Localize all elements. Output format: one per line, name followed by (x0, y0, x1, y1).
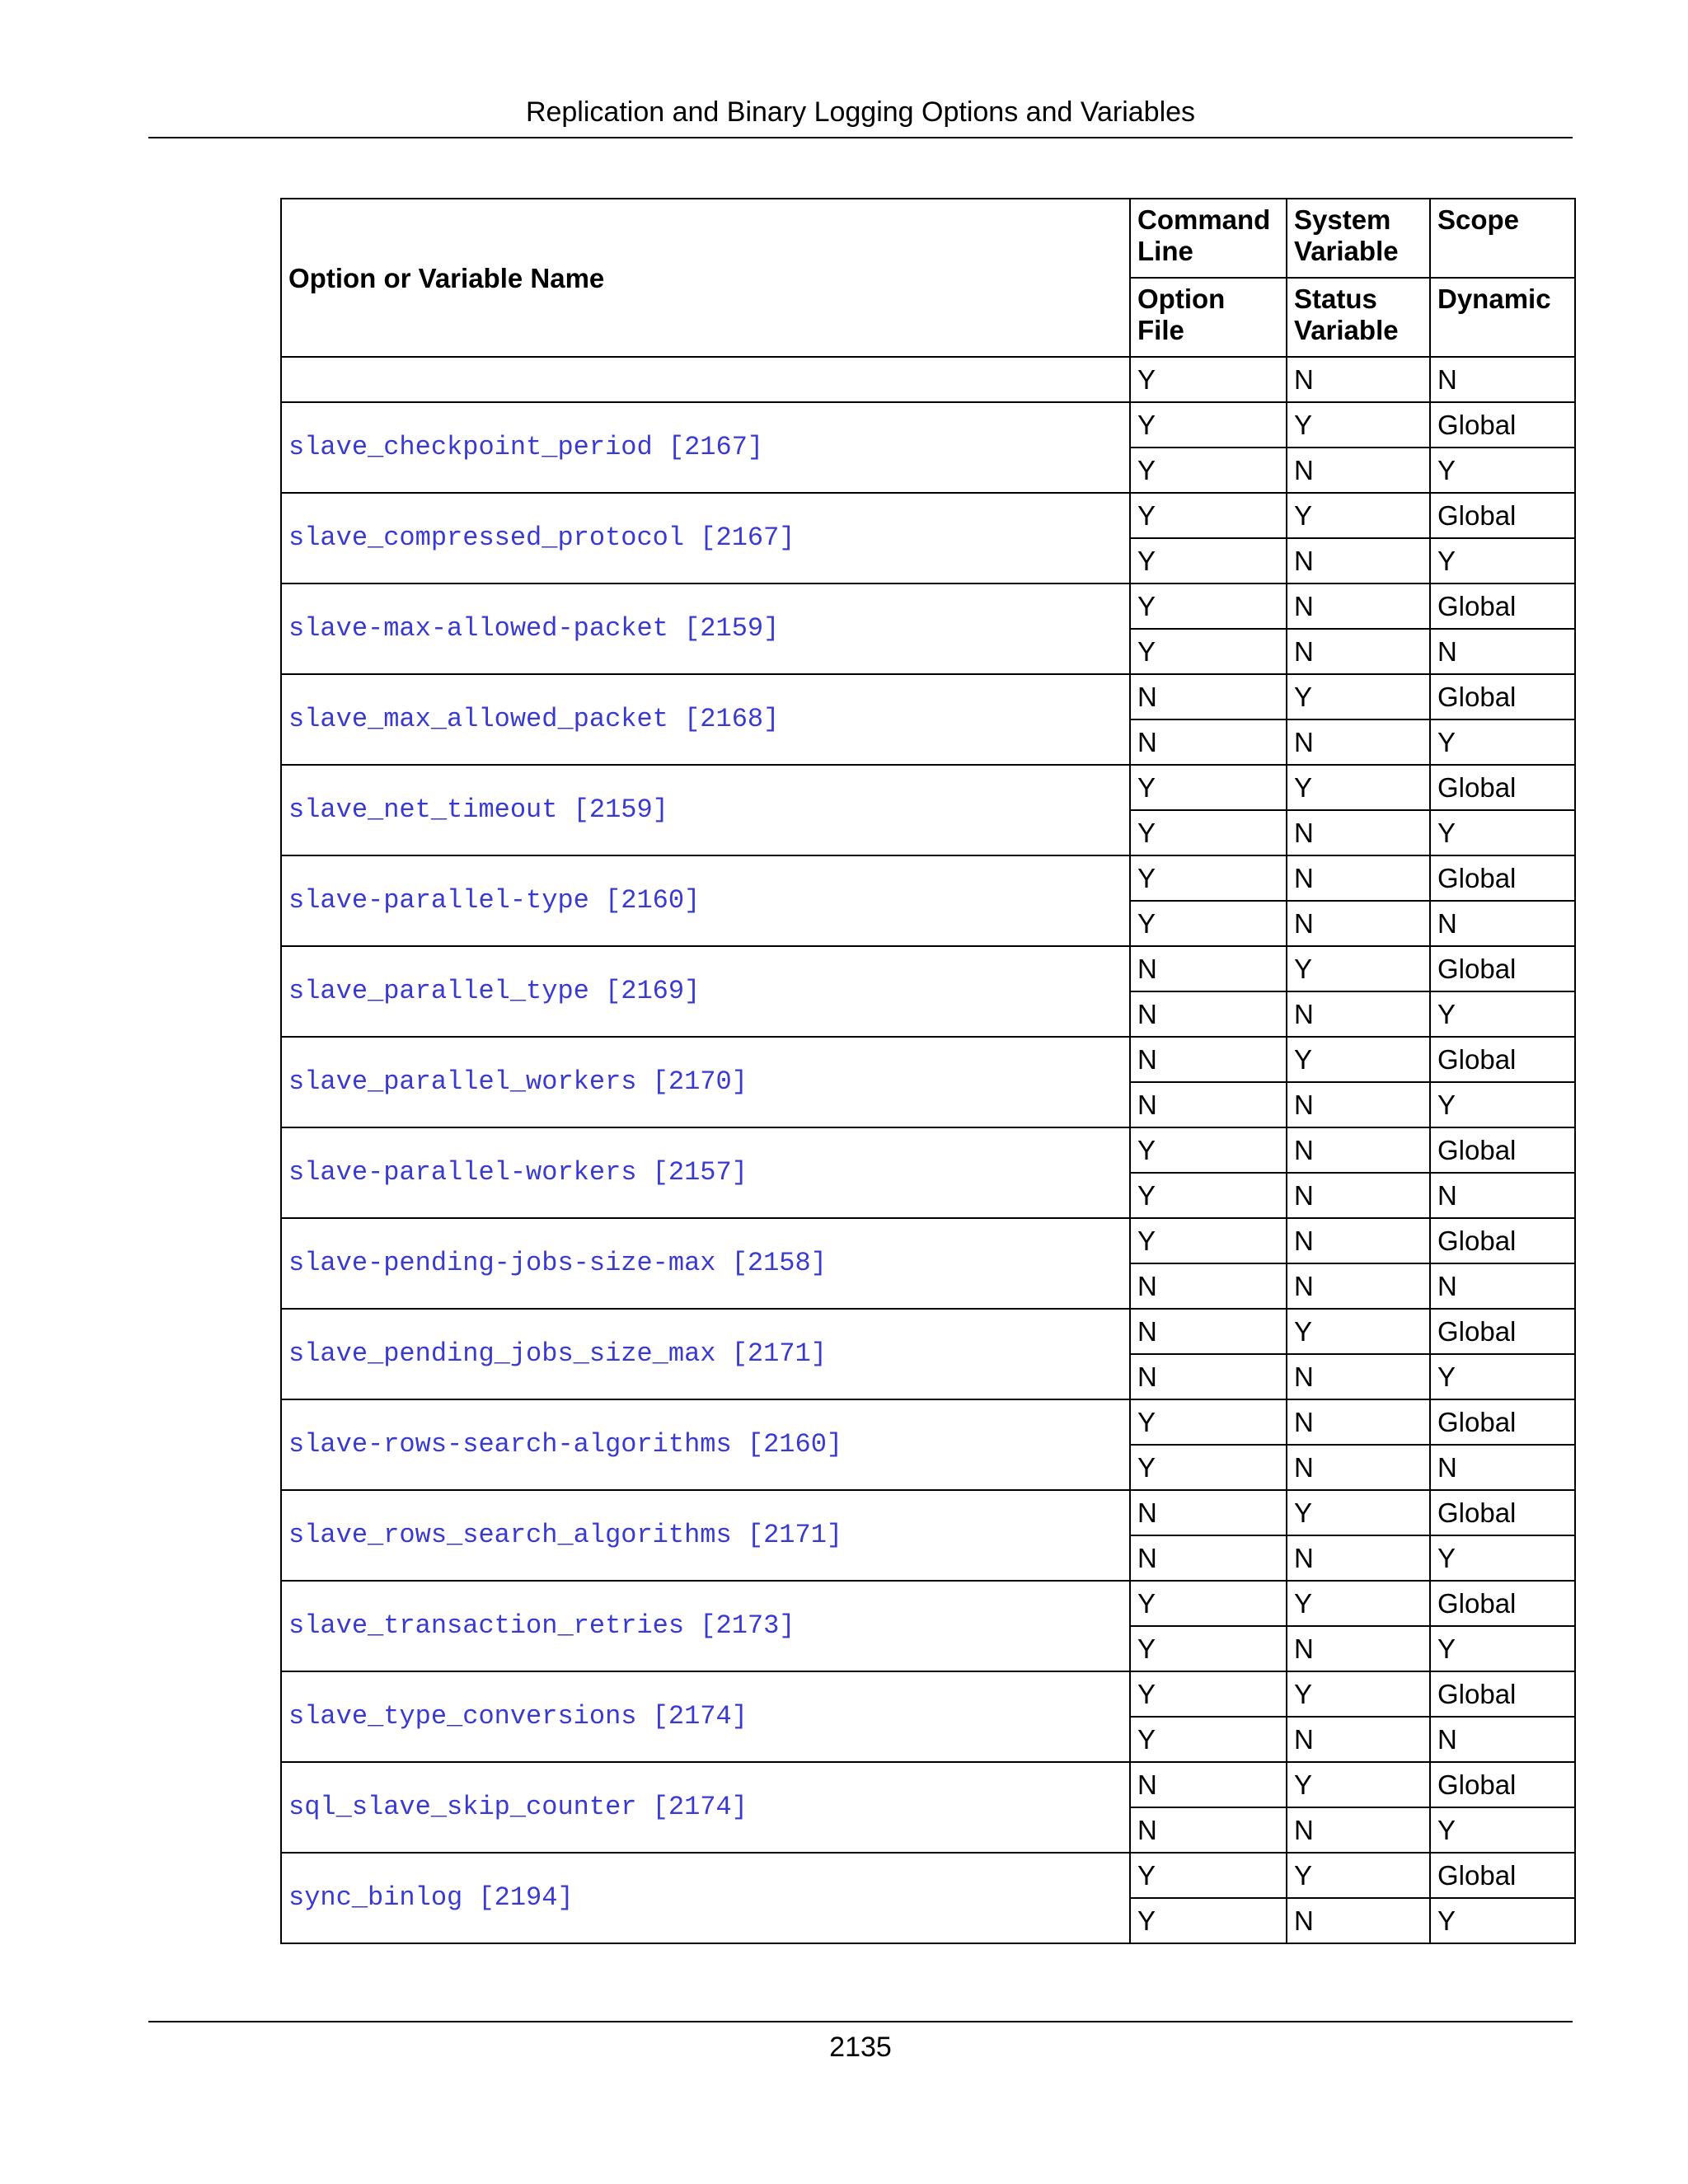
scope-value: Global (1430, 1127, 1575, 1173)
system-variable-value: Y (1287, 1581, 1430, 1626)
column-header-system-variable: System Variable (1287, 199, 1430, 278)
dynamic-value: Y (1430, 1898, 1575, 1943)
command-line-value: N (1130, 674, 1287, 719)
system-variable-value: Y (1287, 674, 1430, 719)
command-line-value: Y (1130, 1399, 1287, 1445)
table-row (281, 1671, 1575, 1717)
status-variable-value: N (1287, 1445, 1430, 1490)
table-row (281, 1399, 1575, 1445)
table-row (281, 1218, 1575, 1263)
option-name-link[interactable]: slave_compressed_protocol [2167] (281, 493, 1130, 583)
option-name-link[interactable]: slave_parallel_workers [2170] (281, 1037, 1130, 1127)
scope-value: Global (1430, 1671, 1575, 1717)
scope-value: Global (1430, 493, 1575, 538)
dynamic-value: Y (1430, 1535, 1575, 1581)
system-variable-value: N (1287, 1399, 1430, 1445)
option-name-link[interactable]: sync_binlog [2194] (281, 1853, 1130, 1943)
status-variable-value: N (1287, 1626, 1430, 1671)
option-name-link[interactable]: sql_slave_skip_counter [2174] (281, 1762, 1130, 1853)
scope-value: Global (1430, 1762, 1575, 1807)
dynamic-value: Y (1430, 448, 1575, 493)
status-variable-value: N (1287, 991, 1430, 1037)
table-row (281, 583, 1575, 629)
option-name-link[interactable]: slave_type_conversions [2174] (281, 1671, 1130, 1762)
scope-value: Global (1430, 1853, 1575, 1898)
table-row (281, 855, 1575, 901)
scope-value: Global (1430, 1309, 1575, 1354)
system-variable-value: Y (1287, 946, 1430, 991)
command-line-value: Y (1130, 493, 1287, 538)
dynamic-value: N (1430, 1173, 1575, 1218)
option-name-link[interactable]: slave_max_allowed_packet [2168] (281, 674, 1130, 765)
command-line-value: Y (1130, 765, 1287, 810)
status-variable-value: N (1287, 1807, 1430, 1853)
option-file-value: Y (1130, 1626, 1287, 1671)
table-row (281, 674, 1575, 719)
system-variable-value: Y (1287, 1309, 1430, 1354)
option-name-link[interactable]: slave_checkpoint_period [2167] (281, 402, 1130, 493)
option-name-link[interactable]: slave-pending-jobs-size-max [2158] (281, 1218, 1130, 1309)
option-name-link[interactable]: slave-max-allowed-packet [2159] (281, 583, 1130, 674)
option-name-link[interactable]: slave_parallel_type [2169] (281, 946, 1130, 1037)
scope-value: Global (1430, 583, 1575, 629)
option-file-value: N (1130, 1535, 1287, 1581)
option-file-value: N (1130, 1807, 1287, 1853)
option-file-value: Y (1130, 538, 1287, 583)
dynamic-value: Y (1430, 1626, 1575, 1671)
page-header-title: Replication and Binary Logging Options and Variables (525, 96, 1196, 128)
table-row (281, 1309, 1575, 1354)
footer-divider (148, 2021, 1573, 2022)
system-variable-value: N (1287, 855, 1430, 901)
dynamic-value: Y (1430, 991, 1575, 1037)
dynamic-value: N (1430, 1445, 1575, 1490)
command-line-value: Y (1130, 855, 1287, 901)
dynamic-value: Y (1430, 1354, 1575, 1399)
option-file-value: Y (1130, 448, 1287, 493)
scope-value: Global (1430, 1490, 1575, 1535)
option-file-value: Y (1130, 1173, 1287, 1218)
option-name-link[interactable]: slave_transaction_retries [2173] (281, 1581, 1130, 1671)
dynamic-value: N (1430, 1717, 1575, 1762)
system-variable-value: Y (1287, 1762, 1430, 1807)
option-name-link[interactable]: slave_pending_jobs_size_max [2171] (281, 1309, 1130, 1399)
system-variable-value: N (1287, 1218, 1430, 1263)
option-name-link[interactable]: slave_net_timeout [2159] (281, 765, 1130, 855)
option-file-value: Y (1130, 901, 1287, 946)
continuation-name-cell (281, 357, 1130, 402)
command-line-value: N (1130, 946, 1287, 991)
column-header-option-file: Option File (1130, 278, 1287, 357)
table-row (281, 1853, 1575, 1898)
command-line-value: Y (1130, 1581, 1287, 1626)
header-row-1 (281, 199, 1575, 278)
table-row (281, 946, 1575, 991)
header-divider (148, 137, 1573, 138)
option-file-value: Y (1130, 810, 1287, 855)
table-row (281, 1037, 1575, 1082)
scope-value: Global (1430, 674, 1575, 719)
dynamic-value: Y (1430, 719, 1575, 765)
system-variable-value: Y (1287, 1853, 1430, 1898)
table-row (281, 493, 1575, 538)
status-variable-value: N (1287, 1717, 1430, 1762)
command-line-value: Y (1130, 402, 1287, 448)
system-variable-value: Y (1287, 493, 1430, 538)
option-file-value: N (1130, 991, 1287, 1037)
dynamic-value: Y (1430, 538, 1575, 583)
continuation-scope: N (1430, 357, 1575, 402)
command-line-value: Y (1130, 583, 1287, 629)
continuation-sys: N (1287, 357, 1430, 402)
status-variable-value: N (1287, 629, 1430, 674)
table-body (281, 357, 1575, 1943)
table-row (281, 1762, 1575, 1807)
column-header-command-line: Command Line (1130, 199, 1287, 278)
option-file-value: Y (1130, 629, 1287, 674)
options-table (280, 198, 1576, 1944)
dynamic-value: N (1430, 901, 1575, 946)
command-line-value: Y (1130, 1671, 1287, 1717)
option-file-value: Y (1130, 1898, 1287, 1943)
scope-value: Global (1430, 765, 1575, 810)
system-variable-value: Y (1287, 1037, 1430, 1082)
status-variable-value: N (1287, 448, 1430, 493)
system-variable-value: Y (1287, 1490, 1430, 1535)
command-line-value: N (1130, 1762, 1287, 1807)
column-header-name: Option or Variable Name (281, 199, 1130, 357)
command-line-value: Y (1130, 1853, 1287, 1898)
system-variable-value: N (1287, 583, 1430, 629)
scope-value: Global (1430, 1399, 1575, 1445)
column-header-scope: Scope (1430, 199, 1575, 278)
command-line-value: Y (1130, 1218, 1287, 1263)
column-header-dynamic: Dynamic (1430, 278, 1575, 357)
status-variable-value: N (1287, 1535, 1430, 1581)
option-name-link[interactable]: slave-parallel-workers [2157] (281, 1127, 1130, 1218)
table-row (281, 1127, 1575, 1173)
status-variable-value: N (1287, 538, 1430, 583)
status-variable-value: N (1287, 1173, 1430, 1218)
option-name-link[interactable]: slave_rows_search_algorithms [2171] (281, 1490, 1130, 1581)
dynamic-value: Y (1430, 810, 1575, 855)
table-row (281, 402, 1575, 448)
command-line-value: Y (1130, 1127, 1287, 1173)
system-variable-value: N (1287, 1127, 1430, 1173)
option-file-value: N (1130, 1354, 1287, 1399)
scope-value: Global (1430, 402, 1575, 448)
table-row (281, 1581, 1575, 1626)
continuation-row (281, 357, 1575, 402)
dynamic-value: N (1430, 629, 1575, 674)
command-line-value: N (1130, 1037, 1287, 1082)
command-line-value: N (1130, 1309, 1287, 1354)
option-file-value: Y (1130, 1717, 1287, 1762)
scope-value: Global (1430, 1581, 1575, 1626)
status-variable-value: N (1287, 719, 1430, 765)
status-variable-value: N (1287, 901, 1430, 946)
system-variable-value: Y (1287, 1671, 1430, 1717)
dynamic-value: Y (1430, 1807, 1575, 1853)
option-name-link[interactable]: slave-parallel-type [2160] (281, 855, 1130, 946)
system-variable-value: Y (1287, 765, 1430, 810)
status-variable-value: N (1287, 1354, 1430, 1399)
status-variable-value: N (1287, 1898, 1430, 1943)
option-file-value: N (1130, 719, 1287, 765)
system-variable-value: Y (1287, 402, 1430, 448)
scope-value: Global (1430, 855, 1575, 901)
status-variable-value: N (1287, 810, 1430, 855)
page-number: 2135 (829, 2032, 892, 2063)
status-variable-value: N (1287, 1263, 1430, 1309)
option-file-value: N (1130, 1082, 1287, 1127)
dynamic-value: Y (1430, 1082, 1575, 1127)
command-line-value: N (1130, 1490, 1287, 1535)
table-row (281, 765, 1575, 810)
option-file-value: Y (1130, 1445, 1287, 1490)
scope-value: Global (1430, 1037, 1575, 1082)
continuation-cmd: Y (1130, 357, 1287, 402)
scope-value: Global (1430, 1218, 1575, 1263)
option-file-value: N (1130, 1263, 1287, 1309)
dynamic-value: N (1430, 1263, 1575, 1309)
option-name-link[interactable]: slave-rows-search-algorithms [2160] (281, 1399, 1130, 1490)
scope-value: Global (1430, 946, 1575, 991)
column-header-status-variable: Status Variable (1287, 278, 1430, 357)
table-row (281, 1490, 1575, 1535)
status-variable-value: N (1287, 1082, 1430, 1127)
